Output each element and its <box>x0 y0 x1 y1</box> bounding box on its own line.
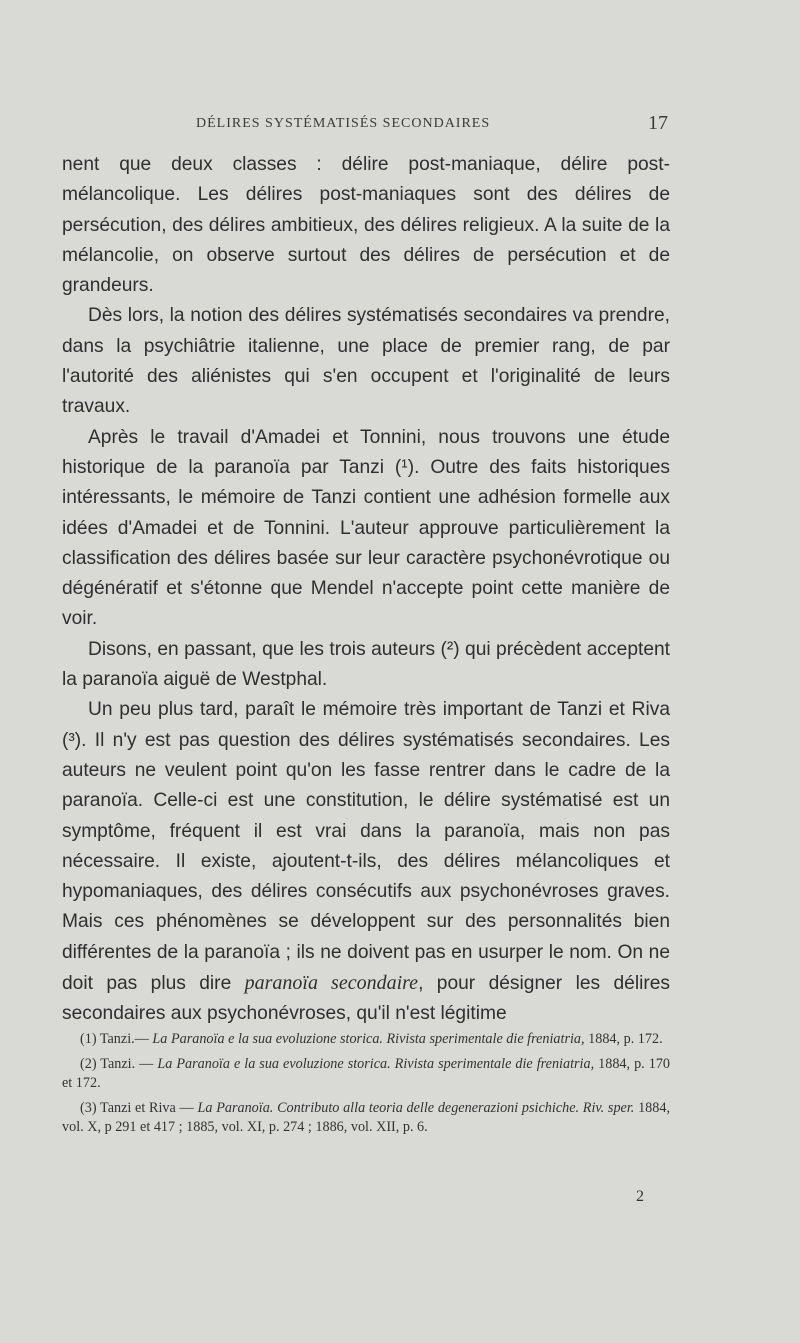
footnotes <box>62 1030 670 1143</box>
running-title: DÉLIRES SYSTÉMATISÉS SECONDAIRES <box>196 116 491 131</box>
footnote-2-ref: 1884, p. 170 et 172. <box>62 1055 671 1092</box>
paragraph-5 <box>62 695 670 1029</box>
signature-mark: 2 <box>636 1188 644 1205</box>
footnote-3-title: La Paranoïa. Contributo alla teoria delle degenerazioni psichiche. Riv. sper. <box>197 1099 635 1116</box>
footnote-1 <box>62 1030 670 1050</box>
paragraph-3: Après le travail d'Amadei et Tonnini, nous trouvons une étude historique de la paranoïa par Tanzi (¹). Outre des faits historiques intéressants, le mémoire de Tanzi contient une adhésion formelle aux idées d'Amadei et de Tonnini. L'auteur approuve particulièrement la classification des délires basée sur leur caractère psychonévrotique ou dégénératif et s'étonne que Mendel n'accepte point cette manière de voir. <box>62 426 670 630</box>
body-text <box>62 150 670 1030</box>
footnote-2-title: La Paranoïa e la sua evoluzione storica. Rivista sperimentale die freniatria, <box>157 1055 595 1072</box>
paragraph-5-part-a: Un peu plus tard, paraît le mémoire très important de Tanzi et Riva (³). Il n'y est pas question des délires systématisés secondaires. Les auteurs ne veulent point qu'on les fasse rentrer dans le cadre de la paranoïa. Celle-ci est une constitution, le délire systématisé est un symptôme, fréquent il est vrai dans la paranoïa, mais non pas nécessaire. Il existe, ajoutent-t-ils, des délires mélancoliques et hypomaniaques, des délires consécutifs aux psychonévroses graves. Mais ces phénomènes se développent sur des personnalités bien différentes de la paranoïa ; ils ne doivent pas en usurper le nom. On ne doit pas plus dire <box>62 699 670 995</box>
footnote-2 <box>62 1055 670 1094</box>
footnote-1-ref: 1884, p. 172. <box>584 1031 663 1047</box>
paragraph-5-part-b: , pour désigner les délires secondaires aux psychonévroses, qu'il n'est légitime <box>62 973 671 1025</box>
footnote-1-title: La Paranoïa e la sua evoluzione storica. Rivista sperimentale die freniatria, <box>152 1031 585 1047</box>
footnote-3-author: (3) Tanzi et Riva — <box>80 1099 198 1116</box>
paragraph-4: Disons, en passant, que les trois auteurs (²) qui précèdent acceptent la paranoïa aiguë de Westphal. <box>62 638 670 691</box>
footnote-1-author: (1) Tanzi.— <box>80 1031 153 1047</box>
footnote-3 <box>62 1099 670 1138</box>
footnote-3-ref: 1884, vol. X, p 291 et 417 ; 1885, vol. XI, p. 274 ; 1886, vol. XII, p. 6. <box>62 1099 670 1136</box>
paragraph-1: nent que deux classes : délire post-maniaque, délire post-mélancolique. Les délires post-maniaques sont des délires de persécution, des délires ambitieux, des délires religieux. A la suite de la mélancolie, on observe surtout des délires de persécution et de grandeurs. <box>62 154 670 297</box>
paragraph-2: Dès lors, la notion des délires systématisés secondaires va prendre, dans la psychiâtrie italienne, une place de premier rang, de par l'autorité des aliénistes qui s'en occupent et l'originalité de leurs travaux. <box>62 305 670 418</box>
paragraph-5-emphasis: paranoïa secondaire <box>244 972 419 995</box>
page-number: 17 <box>648 112 668 134</box>
footnote-2-author: (2) Tanzi. — <box>80 1055 158 1072</box>
